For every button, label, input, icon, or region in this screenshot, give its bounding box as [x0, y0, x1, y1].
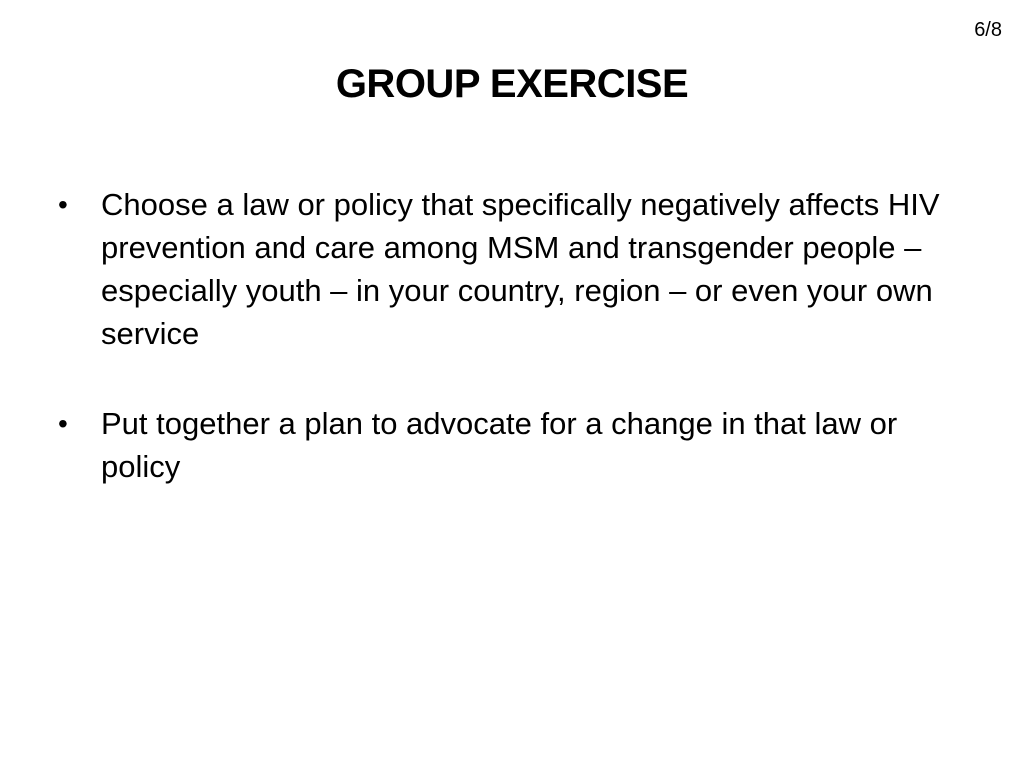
bullet-text: Put together a plan to advocate for a change in that law or policy: [101, 406, 898, 484]
bullet-list: [58, 183, 958, 535]
bullet-item-choose-law: [58, 183, 958, 355]
slide-title: GROUP EXERCISE: [335, 62, 689, 106]
page-number: 6/8: [974, 19, 1002, 41]
bullet-icon: •: [58, 408, 68, 439]
bullet-item-advocacy-plan: [58, 402, 958, 488]
bullet-text: Choose a law or policy that specifically negatively affects HIV prevention and care among MSM and transgender people – especially youth – in your country, region – or even your own service: [101, 187, 940, 351]
bullet-icon: •: [58, 189, 68, 220]
